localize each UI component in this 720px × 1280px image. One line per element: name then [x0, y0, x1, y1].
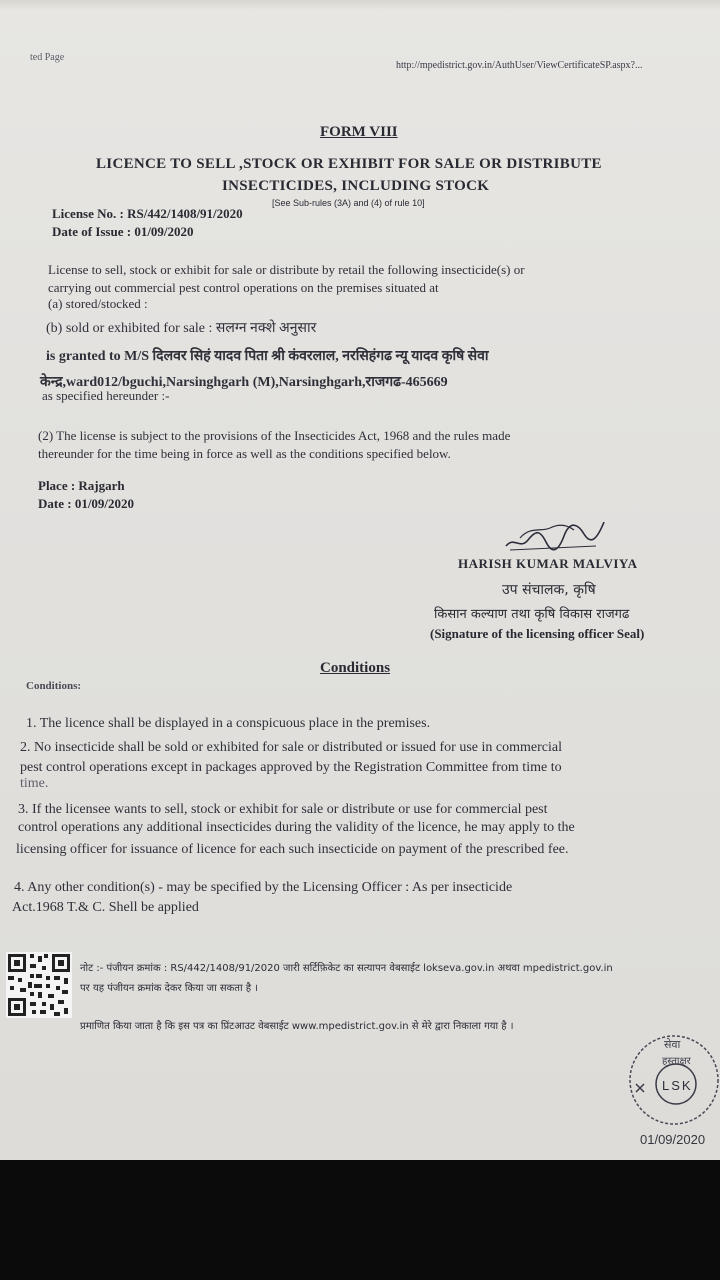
conditions-heading: Conditions — [320, 660, 391, 676]
condition-3-line1: 3. If the licensee wants to sell, stock or exhibit for sale or distribute or use for commercial pest — [18, 802, 548, 817]
condition-2-line1: 2. No insecticide shall be sold or exhibited for sale or distributed or issued for use in commercial — [20, 740, 562, 755]
form-title-line2: INSECTICIDES, INCLUDING STOCK — [222, 178, 490, 194]
condition-4-line1: 4. Any other condition(s) - may be specified by the Licensing Officer : As per insecticide — [14, 880, 513, 895]
condition-2-line2: pest control operations except in packages approved by the Registration Committee from time to — [20, 760, 562, 775]
body-line-7: as specified hereunder :- — [42, 388, 170, 403]
body-line-8: (2) The license is subject to the provisions of the Insecticides Act, 1968 and the rules made — [38, 428, 511, 443]
background-dark-area — [0, 1160, 720, 1280]
form-number: FORM VIII — [320, 124, 398, 140]
body-line-1: License to sell, stock or exhibit for sale or distribute by retail the following insecticide(s) or — [48, 262, 525, 277]
conditions-label: Conditions: — [26, 680, 82, 692]
licensee-address: केन्द्र,ward012/bguchi,Narsinghgarh (M),Narsinghgarh,राजगढ-465669 — [40, 375, 448, 390]
seal-caption: (Signature of the licensing officer Seal) — [430, 626, 645, 641]
footer-note-line2: पर यह पंजीयन क्रमांक देकर किया जा सकता है । — [80, 983, 259, 994]
condition-3-line2: control operations any additional insecticides during the validity of the licence, he may apply to the — [18, 820, 575, 835]
signatory-name: HARISH KUMAR MALVIYA — [458, 556, 638, 571]
paper-edge-shadow — [0, 0, 720, 10]
stamp-text-top: सेवा — [664, 1038, 681, 1051]
source-url: http://mpedistrict.gov.in/AuthUser/ViewCertificateSP.aspx?... — [396, 60, 643, 71]
body-line-9: thereunder for the time being in force as well as the conditions specified below. — [38, 446, 451, 461]
condition-2-line3: time. — [20, 776, 49, 791]
date-of-issue: Date of Issue : 01/09/2020 — [52, 224, 194, 239]
page-label: ted Page — [30, 52, 65, 63]
stamp-date: 01/09/2020 — [640, 1132, 706, 1147]
licensee-line: is granted to M/S दिलवर सिहं यादव पिता श्री कंवरलाल, नरसिहंगढ न्यू यादव कृषि सेवा — [46, 349, 489, 364]
body-line-2: carrying out commercial pest control operations on the premises situated at — [48, 280, 439, 295]
stamp-text-sign: हस्ताक्षर — [662, 1056, 691, 1067]
form-title-line1: LICENCE TO SELL ,STOCK OR EXHIBIT FOR SALE OR DISTRIBUTE — [96, 156, 602, 172]
stamp-center-text: LSK — [662, 1078, 693, 1093]
condition-3-line3: licensing officer for issuance of licence for each such insecticide on payment of the prescribed fee. — [16, 842, 569, 857]
certification-line: प्रमाणित किया जाता है कि इस पत्र का प्रिंटआउट वेबसाईट www.mpedistrict.gov.in से मेरे द्वारा निकाला गया है । — [80, 1021, 514, 1032]
footer-note-line1: नोट :- पंजीयन क्रमांक : RS/442/1408/91/2020 जारी सर्टिफ़िकेट का सत्यापन वेबसाईट lokseva.gov.in अथवा mpedistrict.gov.in — [80, 963, 613, 974]
signature-icon — [500, 516, 610, 556]
qr-code-icon — [6, 952, 72, 1018]
condition-1: 1. The licence shall be displayed in a conspicuous place in the premises. — [26, 716, 431, 731]
license-number: License No. : RS/442/1408/91/2020 — [52, 206, 243, 221]
body-line-4: (b) sold or exhibited for sale : सलग्न नक्शे अनुसार — [46, 321, 317, 336]
signatory-designation: उप संचालक, कृषि — [502, 582, 596, 598]
sub-rules-reference: [See Sub-rules (3A) and (4) of rule 10] — [272, 198, 425, 208]
body-line-3: (a) stored/stocked : — [48, 296, 148, 311]
condition-4-line2: Act.1968 T.& C. Shell be applied — [12, 900, 199, 915]
place-date: Date : 01/09/2020 — [38, 496, 135, 511]
place: Place : Rajgarh — [38, 478, 125, 493]
lsk-stamp-icon — [622, 1026, 720, 1136]
signatory-office: किसान कल्याण तथा कृषि विकास राजगढ — [434, 607, 630, 622]
